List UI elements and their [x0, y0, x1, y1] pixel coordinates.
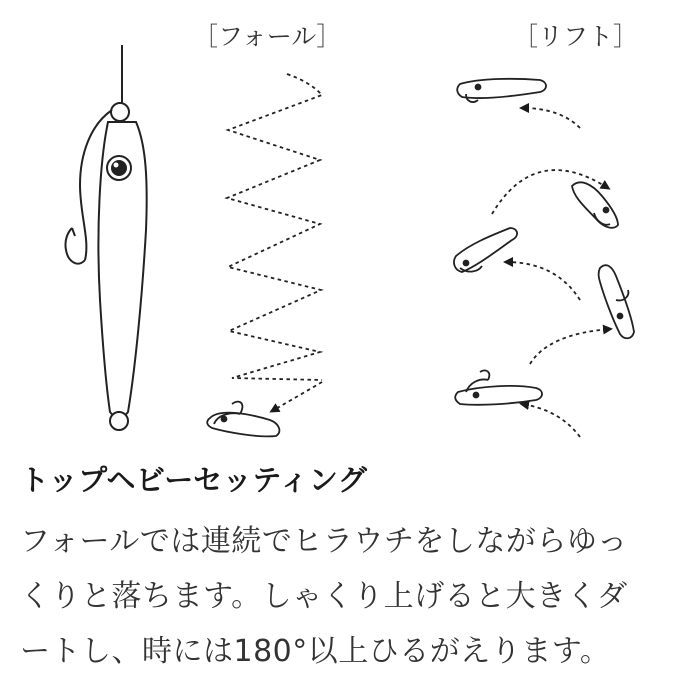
lift-lure-3 — [454, 228, 517, 272]
description-line-2: くりと落ちます。しゃくり上げると大きくダ — [20, 579, 628, 614]
fall-zigzag-path — [227, 74, 322, 380]
small-lure-fall — [207, 402, 279, 437]
section-heading: トップヘビーセッティング — [20, 463, 368, 497]
description-line-1: フォールでは連続でヒラウチをしながらゆっ — [20, 524, 628, 559]
lift-lure-4 — [599, 265, 635, 338]
fall-final-arrow — [272, 382, 322, 411]
lift-label: ［リフト］ — [513, 22, 639, 51]
fall-label: ［フォール］ — [193, 22, 342, 51]
lift-lure-5 — [455, 370, 542, 404]
top-eye-ring — [111, 103, 129, 121]
lift-lure-1 — [457, 79, 546, 102]
lift-lure-2 — [572, 182, 618, 227]
description-line-3: ートし、時には180°以上ひるがえります。 — [20, 634, 611, 669]
bottom-eye-ring — [110, 412, 128, 430]
hook-icon — [65, 228, 85, 264]
metal-jig-illustration — [65, 45, 146, 430]
description-text — [20, 514, 690, 679]
